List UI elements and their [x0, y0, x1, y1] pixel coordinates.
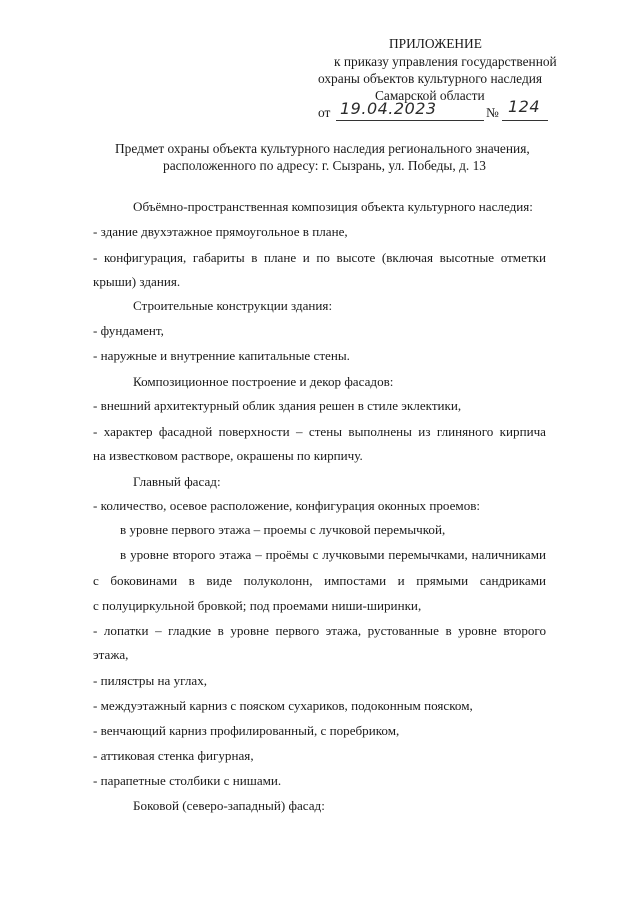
- handwritten-date: 19.04.2023: [340, 99, 437, 118]
- section-heading-decor: Композиционное построение и декор фасадов:: [133, 374, 394, 389]
- section-heading-main-facade: Главный фасад:: [133, 474, 221, 489]
- paragraph-line: этажа,: [93, 647, 129, 662]
- list-item: - конфигурация, габариты в плане и по высоте (включая высотные отметки: [93, 250, 546, 265]
- number-underline: [502, 120, 548, 121]
- header-line-1: к приказу управления государственной: [334, 54, 557, 69]
- list-item: - характер фасадной поверхности – стены выполнены из глиняного кирпича: [93, 424, 546, 439]
- list-item: - наружные и внутренние капитальные стены.: [93, 348, 350, 363]
- paragraph-line: в уровне первого этажа – проемы с лучковой перемычкой,: [120, 522, 446, 537]
- list-item: - здание двухэтажное прямоугольное в плане,: [93, 224, 348, 239]
- handwritten-number: 124: [508, 97, 541, 116]
- title-line-2: расположенного по адресу: г. Сызрань, ул. Победы, д. 13: [163, 158, 487, 173]
- list-item: - междуэтажный карниз с пояском сухариков, подоконным пояском,: [93, 698, 473, 713]
- appendix-label: ПРИЛОЖЕНИЕ: [389, 36, 482, 51]
- paragraph-line: в уровне второго этажа – проёмы с лучковыми перемычками, наличниками: [120, 547, 546, 562]
- header-line-2: охраны объектов культурного наследия: [318, 71, 543, 86]
- date-prefix: от: [318, 105, 331, 120]
- header-line-3: Самарской области: [375, 88, 485, 103]
- list-item: - количество, осевое расположение, конфигурация оконных проемов:: [93, 498, 481, 513]
- list-item: - аттиковая стенка фигурная,: [93, 748, 254, 763]
- list-item: - внешний архитектурный облик здания решен в стиле эклектики,: [93, 398, 462, 413]
- list-item: - пилястры на углах,: [93, 673, 208, 688]
- paragraph-line: на известковом растворе, окрашены по кирпичу.: [93, 448, 363, 463]
- section-heading-constructions: Строительные конструкции здания:: [133, 298, 333, 313]
- list-item: - фундамент,: [93, 323, 164, 338]
- section-heading-volume: Объёмно-пространственная композиция объекта культурного наследия:: [133, 199, 533, 214]
- list-item: - парапетные столбики с нишами.: [93, 773, 282, 788]
- date-underline: [336, 120, 484, 121]
- paragraph-line: с полуциркульной бровкой; под проемами ниши-ширинки,: [93, 598, 422, 613]
- number-prefix: №: [486, 105, 499, 120]
- paragraph-line: с боковинами в виде полуколонн, импостами и прямыми сандриками: [93, 573, 546, 588]
- list-item: - лопатки – гладкие в уровне первого этажа, рустованные в уровне второго: [93, 623, 546, 638]
- section-heading-side-facade: Боковой (северо-западный) фасад:: [133, 798, 325, 813]
- title-line-1: Предмет охраны объекта культурного наследия регионального значения,: [115, 141, 530, 156]
- list-item: - венчающий карниз профилированный, с поребриком,: [93, 723, 400, 738]
- paragraph-line: крыши) здания.: [93, 274, 181, 289]
